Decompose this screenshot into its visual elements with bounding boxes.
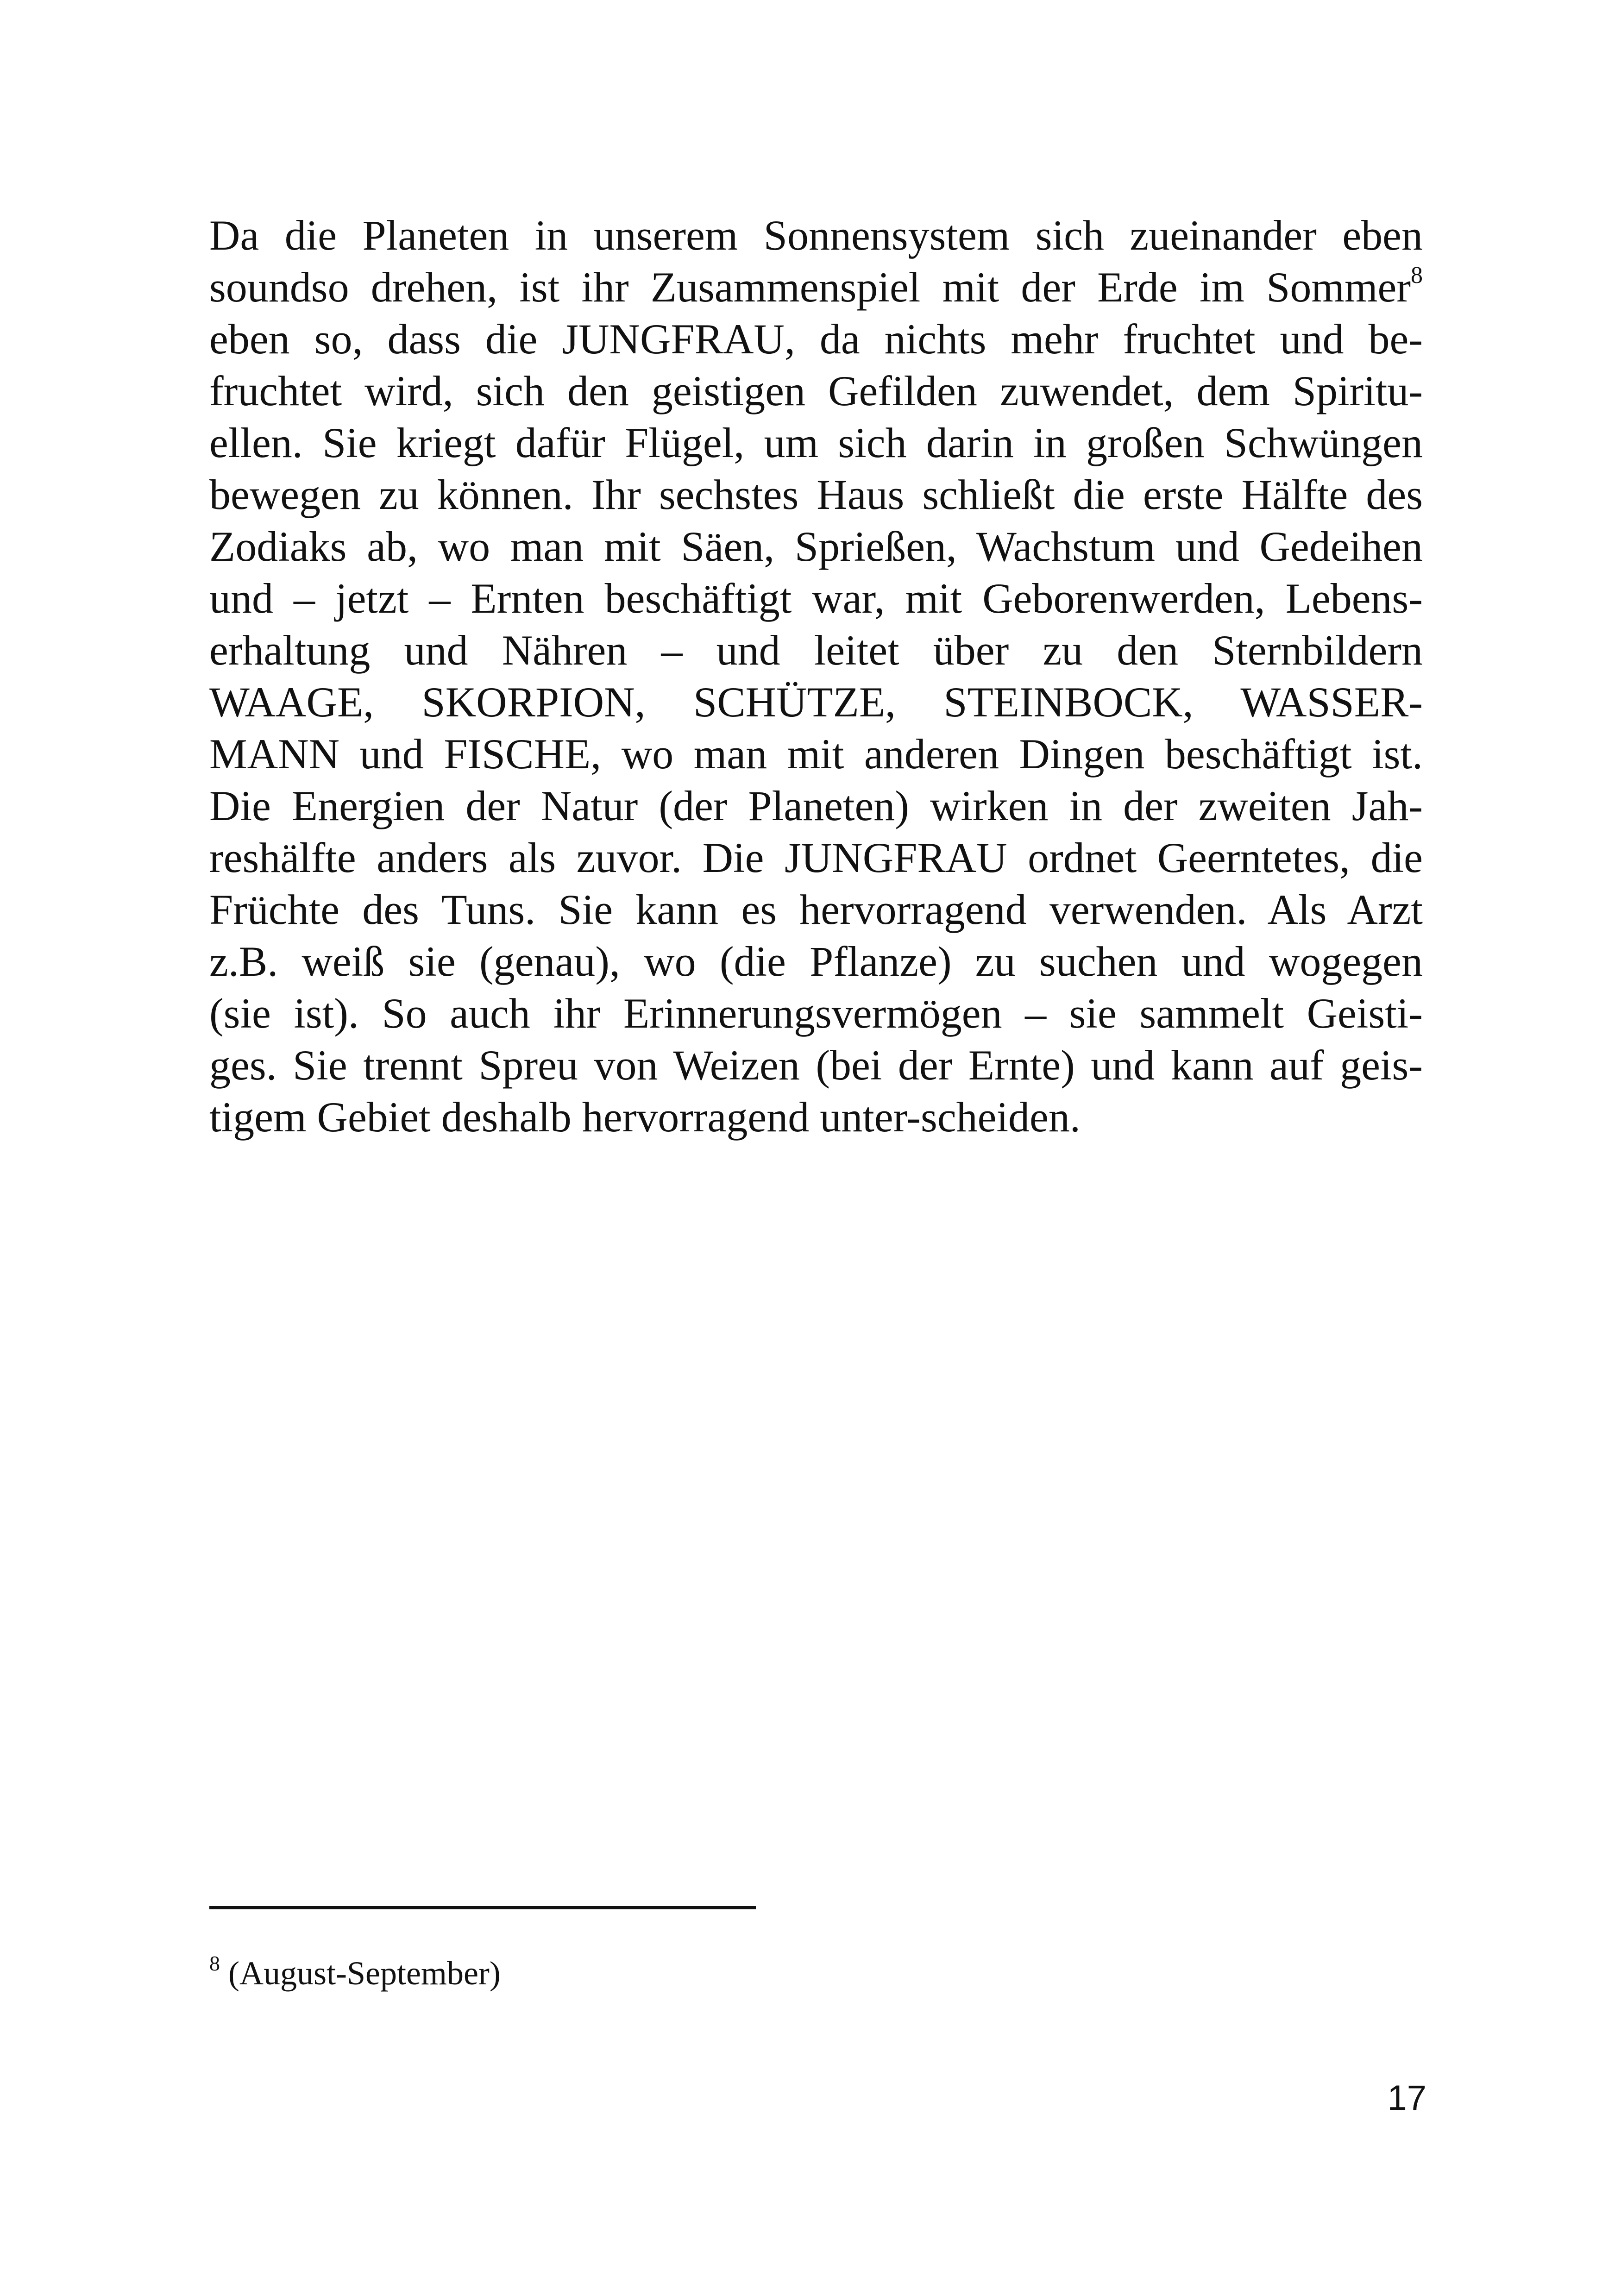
body-text (209, 209, 1423, 1143)
body-line: (sie ist). So auch ihr Erinnerungsvermögen – sie sammelt Geisti- (209, 990, 1423, 1037)
body-line: MANN und FISCHE, wo man mit anderen Dingen beschäftigt ist. (209, 730, 1423, 778)
footnote-text: (August-September) (220, 1955, 501, 1992)
page-number: 17 (1387, 2078, 1426, 2118)
body-line: fruchtet wird, sich den geistigen Gefilden zuwendet, dem Spiritu- (209, 367, 1423, 414)
body-line: ges. Sie trennt Spreu von Weizen (bei der Ernte) und kann auf geis- (209, 1041, 1423, 1089)
body-line: z.B. weiß sie (genau), wo (die Pflanze) zu suchen und wogegen (209, 938, 1423, 985)
body-line-text: soundso drehen, ist ihr Zusammenspiel mit der Erde im Sommer (209, 263, 1411, 311)
body-line: erhaltung und Nähren – und leitet über zu den Sternbildern (209, 627, 1423, 674)
body-line (209, 261, 1423, 313)
body-line: eben so, dass die JUNGFRAU, da nichts mehr fruchtet und be- (209, 315, 1423, 363)
body-line: Die Energien der Natur (der Planeten) wirken in der zweiten Jah- (209, 782, 1423, 829)
body-line: reshälfte anders als zuvor. Die JUNGFRAU ordnet Geerntetes, die (209, 834, 1423, 881)
footnote-reference[interactable]: 8 (1411, 262, 1423, 289)
body-line: Früchte des Tuns. Sie kann es hervorragend verwenden. Als Arzt (209, 886, 1423, 933)
body-line: ellen. Sie kriegt dafür Flügel, um sich darin in großen Schwüngen (209, 419, 1423, 466)
body-line: WAAGE, SKORPION, SCHÜTZE, STEINBOCK, WASSER- (209, 678, 1423, 726)
body-line: bewegen zu können. Ihr sechstes Haus schließt die erste Hälfte des (209, 471, 1423, 518)
body-line: Zodiaks ab, wo man mit Säen, Sprießen, Wachstum und Gedeihen (209, 523, 1423, 570)
footnote-separator (209, 1906, 756, 1909)
body-line: und – jetzt – Ernten beschäftigt war, mit Geborenwerden, Lebens- (209, 575, 1423, 622)
footnote-mark: 8 (209, 1951, 220, 1975)
body-line: Da die Planeten in unserem Sonnensystem sich zueinander eben (209, 212, 1423, 259)
footnote (209, 1952, 501, 1994)
body-line: tigem Gebiet deshalb hervorragend unter-scheiden. (209, 1093, 1081, 1141)
